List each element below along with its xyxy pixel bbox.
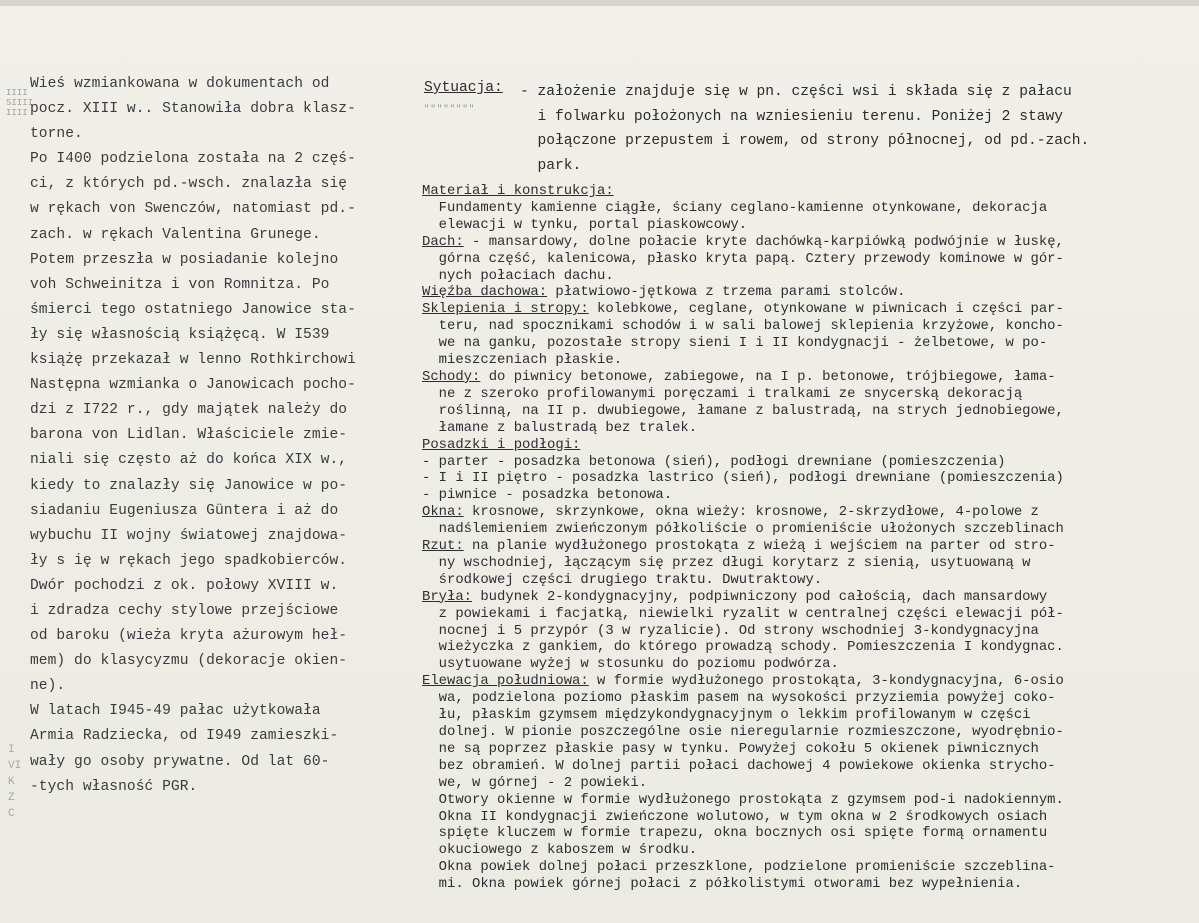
history-line: torne. [30,126,83,143]
section-massing [422,589,1192,606]
situation-line: park. [520,157,582,174]
section-south-elevation [422,673,1192,690]
situation-heading: Sytuacja: [424,80,503,96]
section-line: spięte kluczem w formie trapezu, okna bocznych osi spięte formą ornamentu [422,825,1048,842]
section-first-line: w formie wydłużonego prostokąta, 3-kondygnacyjna, 6-osio [588,673,1064,690]
history-column [30,72,395,800]
section-heading: Posadzki i podłogi: [422,436,581,453]
section-line: teru, nad spocznikami schodów i w sali balowej sklepienia krzyżowe, koncho- [422,318,1064,335]
section-vaults [422,301,1192,318]
history-line: Armia Radziecka, od I949 zamieszki- [30,728,339,745]
section-heading: Bryła: [422,588,473,605]
margin-mark: K [8,776,15,788]
history-line: siadaniu Eugeniusza Güntera i aż do [30,502,339,519]
section-line: elewacji w tynku, portal piaskowcowy. [422,216,748,233]
section-first-line: kolebkowe, ceglane, otynkowane w piwnicach i części par- [588,301,1064,318]
section-first-line: - mansardowy, dolne połacie kryte dachówką-karpiówką podwójnie w łuskę, [463,233,1064,250]
history-line: Po I400 podzielona została na 2 częś- [30,151,356,168]
history-line: zach. w rękach Valentina Grunege. [30,226,321,243]
section-line: ne są poprzez płaskie pasy w tynku. Powyżej cokołu 5 okienek piwnicznych [422,740,1039,757]
section-heading: Schody: [422,368,481,385]
section-first-line: budynek 2-kondygnacyjny, podpiwniczony pod całością, dach mansardowy [472,588,1048,605]
margin-marks-top [6,88,34,118]
section-heading: Sklepienia i stropy: [422,301,589,318]
history-line: w rękach von Swenczów, natomiast pd.- [30,201,356,218]
section-roof [422,234,1192,251]
history-line: pocz. XIII w.. Stanowiła dobra klasz- [30,101,356,118]
history-line: ci, z których pd.-wsch. znalazła się [30,176,348,193]
section-line: wieżyczka z gankiem, do którego prowadzą schody. Pomieszczenia I kondygnac. [422,639,1064,656]
history-line: ły s ię w rękach jego spadkobierców. [30,552,348,569]
section-line: nocnej i 5 przypór (3 w ryzalicie). Od strony wschodniej 3-kondygnacyjna [422,622,1039,639]
section-line: okuciowego z kaboszem w środku. [422,842,698,859]
history-line: Potem przeszła w posiadanie kolejno [30,251,339,268]
top-edge [0,0,1199,6]
section-first-line: do piwnicy betonowe, zabiegowe, na I p. betonowe, trójbiegowe, łama- [480,368,1056,385]
section-line: bez obramień. W dolnej partii połaci dachowej 4 powiekowe okienka strycho- [422,757,1056,774]
margin-mark: I [8,744,15,756]
margin-mark: VI [8,760,22,772]
section-line: środkowej części drugiego traktu. Dwutraktowy. [422,571,823,588]
history-line: kiedy to znalazły się Janowice w po- [30,477,348,494]
margin-mark: C [8,808,15,820]
situation-marks: """""""" [424,104,476,114]
history-line: książę przekazał w lenno Rothkirchowi [30,352,356,369]
situation-line: i folwarku położonych na wzniesieniu terenu. Poniżej 2 stawy [520,108,1063,125]
section-windows [422,504,1192,521]
section-line: usytuowane wyżej w stosunku do poziomu podwórza. [422,656,839,673]
history-line: ne). [30,678,66,695]
history-line: mem) do klasycyzmu (dekoracje okien- [30,653,348,670]
margin-marks-bottom [8,742,28,822]
section-material [422,183,1192,200]
history-line: wały go osoby prywatne. Od lat 60- [30,753,330,770]
section-heading: Więźba dachowa: [422,284,548,301]
section-heading: Materiał i konstrukcja: [422,183,614,199]
section-line: mieszczeniach płaskie. [422,352,623,369]
section-line: nadślemieniem zwieńczonym półkoliście o promieniście ułożonych szczeblinach [422,521,1064,538]
section-line: Otwory okienne w formie wydłużonego prostokąta z gzymsem pod-i nadokiennym. [422,791,1064,808]
section-line: łu, płaskim gzymsem międzykondygnacyjnym o lekkim profilowanym w części [422,707,1031,724]
section-line: ne z szeroko profilowanymi poręczami i tralkami ze snycerską dekoracją [422,385,1023,402]
section-line: łamane z balustradą bez tralek. [422,419,698,436]
section-heading: Rzut: [422,538,464,555]
section-line: Okna powiek dolnej połaci przeszklone, podzielone promieniście szczeblina- [422,859,1056,876]
section-line: dolnej. W pionie poszczególne osie nieregularnie rozmieszczone, wyodrębnio- [422,724,1064,740]
history-line: -tych własność PGR. [30,778,198,795]
section-stairs [422,369,1192,386]
margin-mark: Z [8,792,15,804]
section-line: we, w górnej - 2 powieki. [422,774,648,791]
situation-line: połączone przepustem i rowem, od strony północnej, od pd.-zach. [520,133,1090,149]
section-first-line: na planie wydłużonego prostokąta z wieżą i wejściem na parter od stro- [463,538,1056,555]
section-line: we na ganku, pozostałe stropy sieni I i II kondygnacji - żelbetowe, w po- [422,335,1048,352]
section-line: - parter - posadzka betonowa (sień), podłogi drewniane (pomieszczenia) [422,453,1006,470]
section-heading: Okna: [422,504,464,521]
section-line: - I i II piętro - posadzka lastrico (sień), podłogi drewniane (pomieszczenia) [422,470,1064,487]
section-line: wa, podzielona poziomo płaskim pasem na wysokości przyziemia powyżej coko- [422,690,1056,707]
history-line: ły się własnością książęcą. W I539 [30,326,330,343]
section-line: Okna II kondygnacji zwieńczone wolutowo, w tym okna w 2 środkowych osiach [422,808,1048,825]
history-line: barona von Lidlan. Właściciele zmie- [30,427,348,444]
situation-text [520,80,1089,178]
history-line: śmierci tego ostatniego Janowice sta- [30,301,356,318]
history-line: Wieś wzmiankowana w dokumentach od [30,76,330,92]
section-line: ny wschodniej, łączącym się przez długi korytarz z sienią, usytuowaną w [422,554,1031,571]
description-sections [422,183,1192,893]
history-line: niali się często aż do końca XIX w., [30,452,348,469]
history-line: voh Schweinitza i von Romnitza. Po [30,276,330,293]
history-line: Dwór pochodzi z ok. połowy XVIII w. [30,577,339,594]
section-first-line: krosnowe, skrzynkowe, okna wieży: krosnowe, 2-skrzydłowe, 4-polowe z [463,504,1039,521]
section-line: mi. Okna powiek górnej połaci z półkolistymi otworami bez wypełnienia. [422,876,1023,893]
section-plan [422,538,1192,555]
history-line: dzi z I722 r., gdy majątek należy do [30,402,348,419]
section-line: Fundamenty kamienne ciągłe, ściany ceglano-kamienne otynkowane, dekoracja [422,199,1048,216]
history-line: Następna wzmianka o Janowicach pocho- [30,377,356,394]
history-line: wybuchu II wojny światowej znajdowa- [30,527,348,544]
section-line: nych połaciach dachu. [422,267,614,284]
situation-line: - założenie znajduje się w pn. części wsi i składa się z pałacu [520,84,1072,100]
section-line: - piwnice - posadzka betonowa. [422,487,673,504]
section-heading: Dach: [422,233,464,250]
section-line: z powiekami i facjatką, niewielki ryzalit w centralnej części elewacji pół- [422,605,1064,622]
margin-mark: IIII [6,108,28,118]
section-line: górna część, kalenicowa, płasko kryta papą. Cztery przewody kominowe w gór- [422,250,1064,267]
section-line: roślinną, na II p. dwubiegowe, łamane z balustradą, na strych jednobiegowe, [422,402,1064,419]
margin-mark: SIIII [6,98,34,108]
history-line: od baroku (wieża kryta ażurowym heł- [30,628,348,645]
section-floors [422,437,1192,454]
history-line: i zdradza cechy stylowe przejściowe [30,602,339,619]
margin-mark: IIII [6,88,28,98]
section-first-line: płatwiowo-jętkowa z trzema parami stolców. [547,284,906,301]
section-truss [422,284,1192,301]
section-heading: Elewacja południowa: [422,673,589,690]
history-line: W latach I945-49 pałac użytkowała [30,703,321,720]
